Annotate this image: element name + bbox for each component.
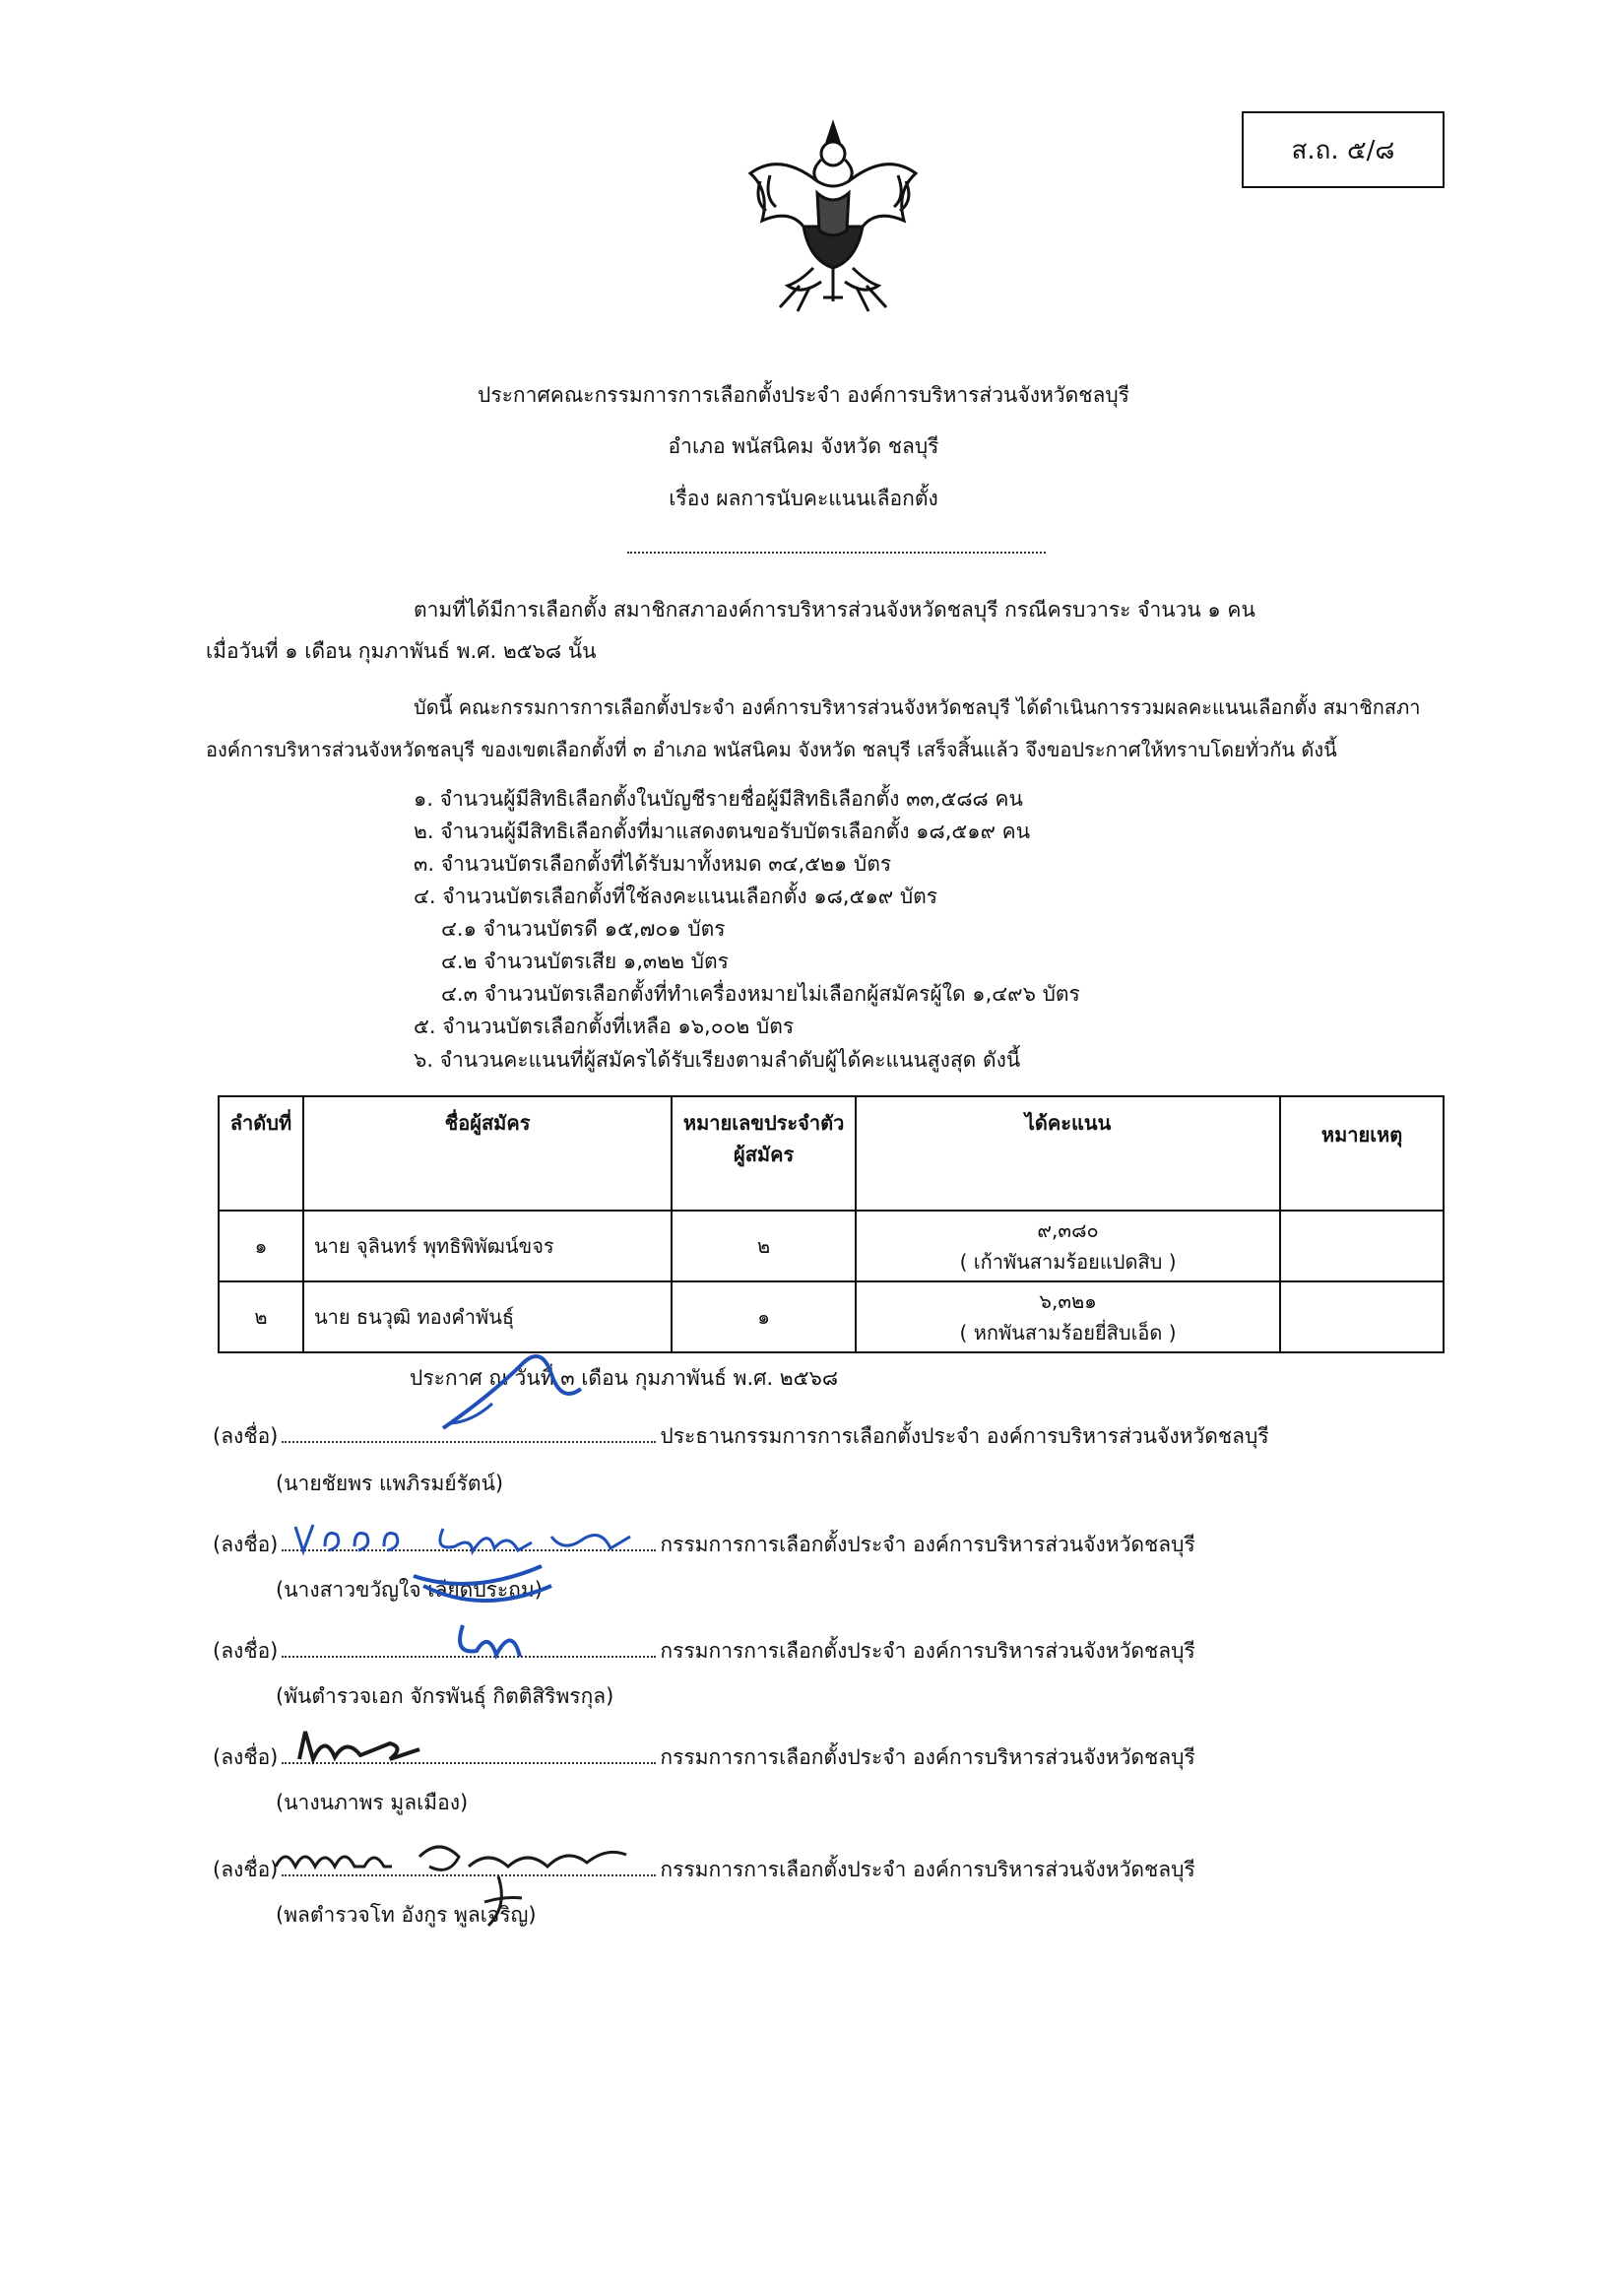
score-words: ( เก้าพันสามร้อยแปดสิบ ) [959,1250,1177,1274]
signature-prefix: (ลงชื่อ) [213,1424,279,1448]
signature-role: กรรมการการเลือกตั้งประจำ องค์การบริหารส่วนจังหวัดชลบุรี [660,1533,1195,1556]
table-row [219,1211,1444,1281]
stat-item: ๑. จำนวนผู้มีสิทธิเลือกตั้งในบัญชีรายชื่อผู้มีสิทธิเลือกตั้ง ๓๓,๕๘๘ คน [414,787,1023,811]
stat-item: ๖. จำนวนคะแนนที่ผู้สมัครได้รับเรียงตามลำดับผู้ได้คะแนนสูงสุด ดังนี้ [414,1048,1021,1072]
garuda-emblem-icon [740,112,926,319]
signature-prefix: (ลงชื่อ) [213,1639,279,1663]
header-divider [627,552,1046,554]
signatory-name: (นายชัยพร แพภิรมย์รัตน์) [276,1472,504,1495]
signatory-name: (พันตำรวจเอก จักรพันธุ์ กิตติสิริพรกุล) [276,1684,614,1708]
cell-rank: ๑ [219,1211,303,1281]
signature-dots [282,1762,656,1764]
score-number: ๖,๓๒๑ [1039,1289,1097,1313]
score-number: ๙,๓๘๐ [1037,1218,1099,1242]
cell-name: นาย ธนวุฒิ ทองคำพันธุ์ [303,1281,672,1352]
header-number-line1: หมายเลขประจำตัว [682,1111,845,1135]
signature-prefix: (ลงชื่อ) [213,1533,279,1556]
cell-score [856,1281,1280,1352]
cell-note [1280,1281,1444,1352]
signature-line [213,1854,1195,1886]
form-code: ส.ถ. ๕/๘ [1291,135,1395,165]
cell-number: ๒ [672,1211,856,1281]
intro-p1-line2: เมื่อวันที่ ๑ เดือน กุมภาพันธ์ พ.ศ. ๒๕๖๘ นั้น [206,639,597,663]
signatory-name: (พลตำรวจโท อังกูร พูลเจริญ) [276,1903,537,1927]
header-number-line2: ผู้สมัคร [733,1143,795,1166]
stat-item: ๓. จำนวนบัตรเลือกตั้งที่ได้รับมาทั้งหมด ๓๔,๕๒๑ บัตร [414,852,892,876]
header-line-2: อำเภอ พนัสนิคม จังหวัด ชลบุรี [668,434,939,458]
signature-dots [282,1874,656,1876]
cell-rank: ๒ [219,1281,303,1352]
stat-subitem: ๔.๑ จำนวนบัตรดี ๑๕,๗๐๑ บัตร [441,917,726,941]
header-rank: ลำดับที่ [219,1096,303,1211]
signature-line [213,1741,1195,1774]
signature-line [213,1529,1195,1561]
form-code-box [1242,111,1445,188]
signature-role: กรรมการการเลือกตั้งประจำ องค์การบริหารส่วนจังหวัดชลบุรี [660,1858,1195,1881]
table-header-row [219,1096,1444,1211]
signature-line [213,1420,1269,1453]
score-words: ( หกพันสามร้อยยี่สิบเอ็ด ) [959,1321,1177,1345]
signature-line [213,1635,1195,1668]
table-row [219,1281,1444,1352]
header-note: หมายเหตุ [1280,1096,1444,1211]
cell-name: นาย จุลินทร์ พุทธิพิพัฒน์ขจร [303,1211,672,1281]
signature-dots [282,1656,656,1658]
header-number [672,1096,856,1211]
cell-number: ๑ [672,1281,856,1352]
signature-role: ประธานกรรมการการเลือกตั้งประจำ องค์การบริหารส่วนจังหวัดชลบุรี [660,1424,1269,1448]
cell-score [856,1211,1280,1281]
header-line-1: ประกาศคณะกรรมการการเลือกตั้งประจำ องค์การบริหารส่วนจังหวัดชลบุรี [478,383,1129,407]
signature-role: กรรมการการเลือกตั้งประจำ องค์การบริหารส่วนจังหวัดชลบุรี [660,1639,1195,1663]
signatory-name: (นางสาวขวัญใจ เลียดประถม) [276,1578,543,1602]
header-name: ชื่อผู้สมัคร [303,1096,672,1211]
intro-p2-line1: บัดนี้ คณะกรรมการการเลือกตั้งประจำ องค์การบริหารส่วนจังหวัดชลบุรี ได้ดำเนินการรวมผลคะแนนเลือกตั้ง สมาชิกสภา [414,695,1421,719]
stat-item: ๒. จำนวนผู้มีสิทธิเลือกตั้งที่มาแสดงตนขอรับบัตรเลือกตั้ง ๑๘,๕๑๙ คน [414,820,1031,843]
stat-subitem: ๔.๒ จำนวนบัตรเสีย ๑,๓๒๒ บัตร [441,950,729,973]
intro-p2-line2: องค์การบริหารส่วนจังหวัดชลบุรี ของเขตเลือกตั้งที่ ๓ อำเภอ พนัสนิคม จังหวัด ชลบุรี เสร็จสิ้นแล้ว จึงขอประกาศให้ทราบโดยทั่วกัน ดังนี้ [206,738,1337,761]
stat-item: ๔. จำนวนบัตรเลือกตั้งที่ใช้ลงคะแนนเลือกตั้ง ๑๘,๕๑๙ บัตร [414,885,938,908]
header-score: ได้คะแนน [856,1096,1280,1211]
header-title: เรื่อง ผลการนับคะแนนเลือกตั้ง [669,487,938,510]
stat-subitem: ๔.๓ จำนวนบัตรเลือกตั้งที่ทำเครื่องหมายไม่เลือกผู้สมัครผู้ใด ๑,๔๙๖ บัตร [441,982,1080,1006]
signature-prefix: (ลงชื่อ) [213,1745,279,1769]
stat-item: ๕. จำนวนบัตรเลือกตั้งที่เหลือ ๑๖,๐๐๒ บัตร [414,1015,795,1038]
announce-date: ประกาศ ณ วันที่ ๓ เดือน กุมภาพันธ์ พ.ศ. ๒๕๖๘ [410,1366,839,1390]
results-table [218,1095,1445,1353]
signature-prefix: (ลงชื่อ) [213,1858,279,1881]
cell-note [1280,1211,1444,1281]
signature-role: กรรมการการเลือกตั้งประจำ องค์การบริหารส่วนจังหวัดชลบุรี [660,1745,1195,1769]
signature-dots [282,1549,656,1551]
intro-p1-line1: ตามที่ได้มีการเลือกตั้ง สมาชิกสภาองค์การบริหารส่วนจังหวัดชลบุรี กรณีครบวาระ จำนวน ๑ คน [414,598,1255,622]
signature-dots [282,1441,656,1443]
signatory-name: (นางนภาพร มูลเมือง) [276,1791,469,1814]
